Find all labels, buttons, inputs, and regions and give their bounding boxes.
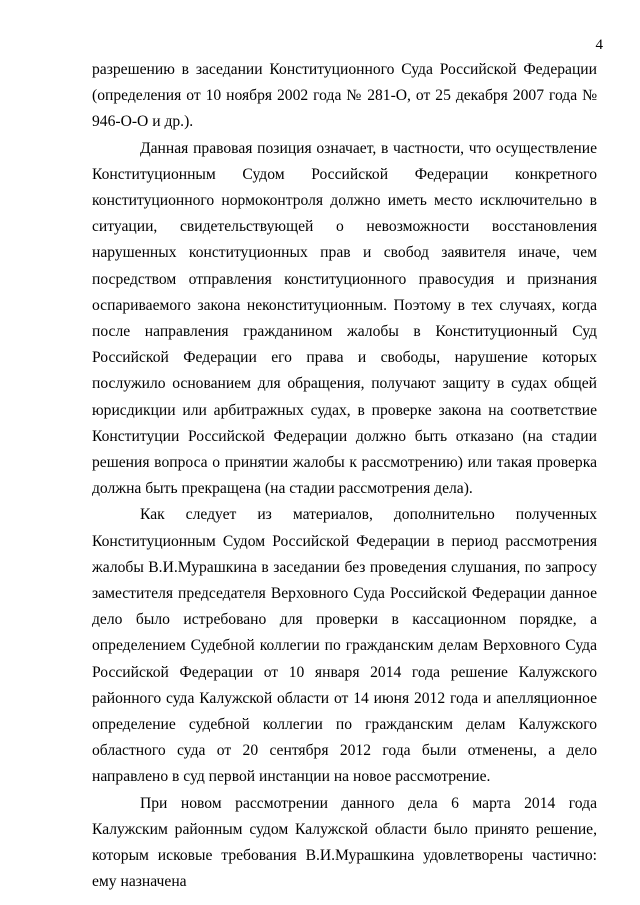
paragraph-continuation: разрешению в заседании Конституционного Суда Российской Федерации (определения от 10 ноября 2002 года № 281-О, от 25 декабря 2007 года № 946-О-О и др.). <box>92 61 597 131</box>
page-number: 4 <box>595 37 603 53</box>
paragraph-legal-position: Данная правовая позиция означает, в частности, что осуществление Конституционным Судом Российской Федерации конкретного конституционного нормоконтроля должно иметь место исключительно в ситуации, свидетельствующей о невозможности восстановления нарушенных конституционных прав и свобод заявителя иначе, чем посредством отправления конституционного правосудия и признания оспариваемого закона неконституционным. Поэтому в тех случаях, когда после направления гражданином жалобы в Конституционный Суд Российской Федерации его права и свободы, нарушение которых послужило основанием для обращения, получают защиту в судах общей юрисдикции или арбитражных судах, в проверке закона на соответствие Конституции Российской Федерации должно быть отказано (на стадии решения вопроса о принятии жалобы к рассмотрению) или такая проверка должна быть прекращена (на стадии рассмотрения дела). <box>92 139 597 498</box>
document-body <box>92 57 597 896</box>
paragraph-new-consideration: При новом рассмотрении данного дела 6 марта 2014 года Калужским районным судом Калужской области было принято решение, которым исковые требования В.И.Мурашкина удовлетворены частично: ему назначена <box>92 794 597 891</box>
paragraph-case-materials: Как следует из материалов, дополнительно полученных Конституционным Судом Российской Федерации в период рассмотрения жалобы В.И.Мурашкина в заседании без проведения слушания, по запросу заместителя председателя Верховного Суда Российской Федерации данное дело было истребовано для проверки в кассационном порядке, а определением Судебной коллегии по гражданским делам Верховного Суда Российской Федерации от 10 января 2014 года решение Калужского районного суда Калужской области от 14 июня 2012 года и апелляционное определение судебной коллегии по гражданским делам Калужского областного суда от 20 сентября 2012 года были отменены, а дело направлено в суд первой инстанции на новое рассмотрение. <box>92 506 597 786</box>
